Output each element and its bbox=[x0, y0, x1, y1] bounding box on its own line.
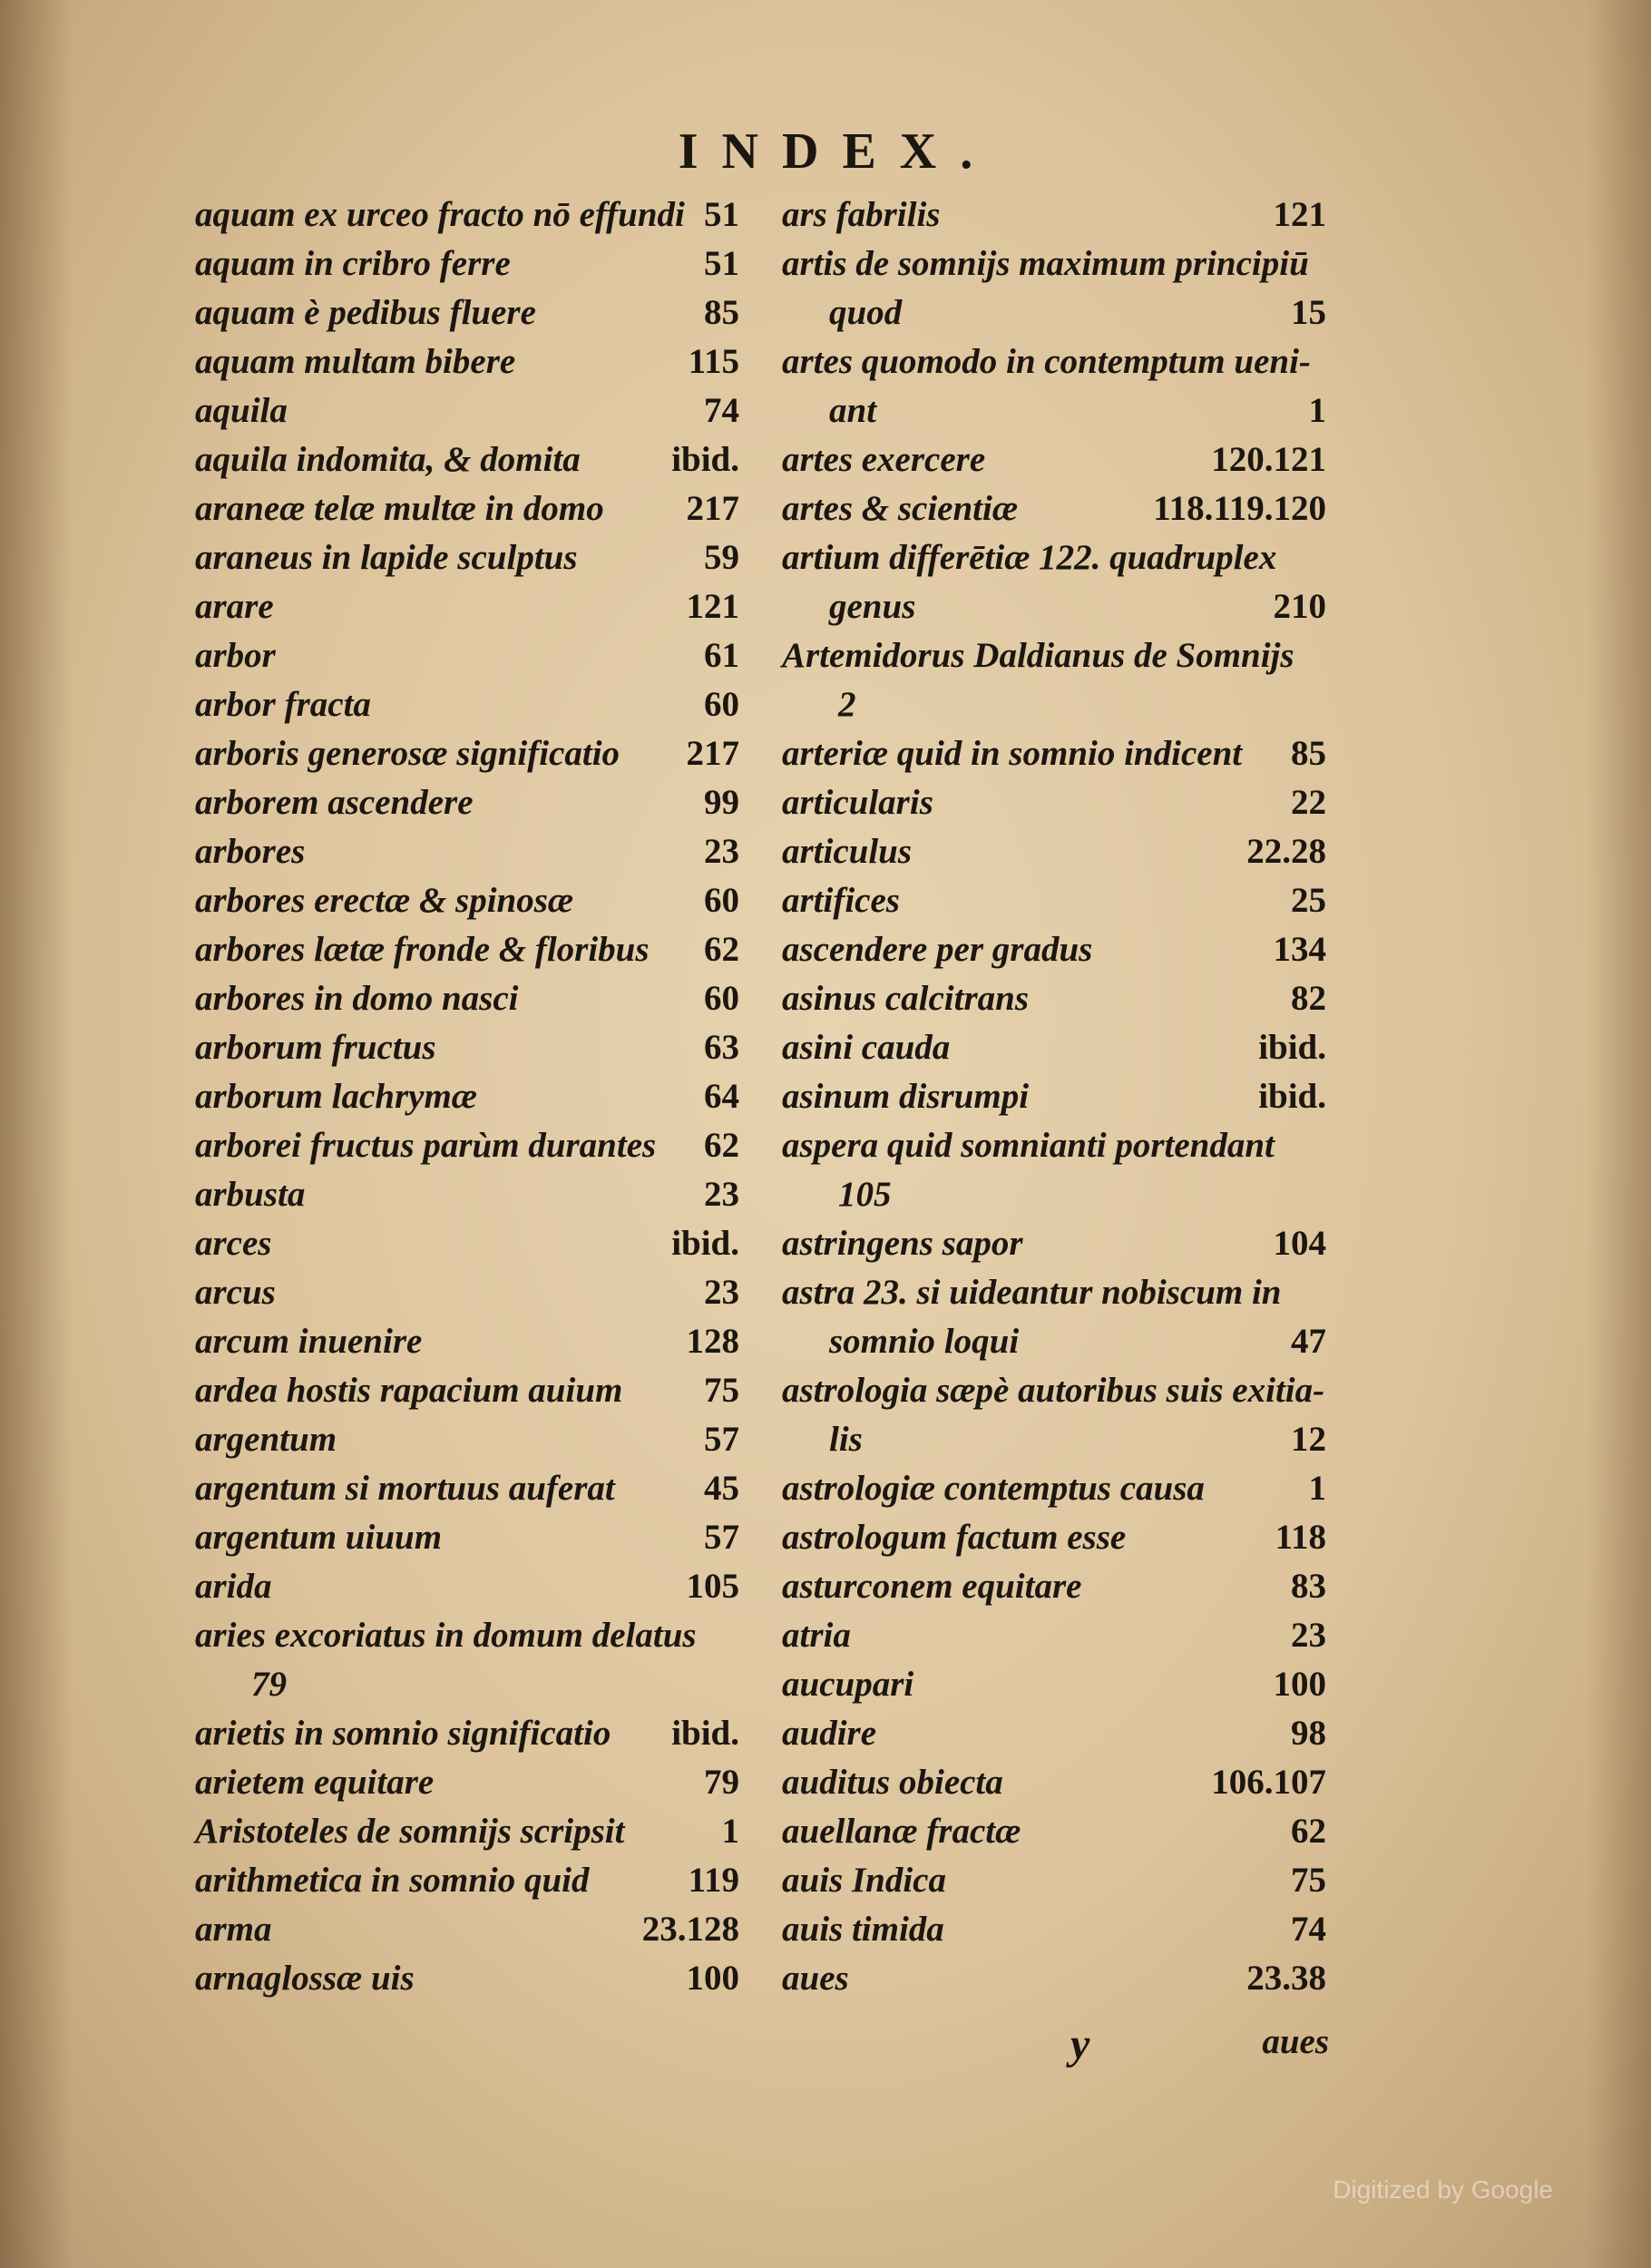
signature-mark: y bbox=[1070, 2020, 1090, 2068]
index-entry bbox=[782, 435, 1326, 484]
index-entry-term: auellanæ fractæ bbox=[782, 1812, 1021, 1851]
page-header: INDEX. bbox=[678, 123, 997, 180]
index-entry bbox=[782, 1660, 1326, 1709]
index-entry bbox=[782, 1562, 1326, 1611]
index-entry-term: artium differētiæ 122. quadruplex bbox=[782, 538, 1277, 577]
index-entry-page: ibid. bbox=[671, 440, 739, 479]
index-entry bbox=[195, 1611, 739, 1660]
index-entry-page: 23 bbox=[704, 832, 739, 871]
index-entry bbox=[782, 778, 1326, 827]
index-entry bbox=[195, 1268, 739, 1317]
index-entry bbox=[782, 925, 1326, 974]
index-entry bbox=[195, 1415, 739, 1464]
catchword: aues bbox=[1262, 2022, 1329, 2061]
index-entry bbox=[195, 386, 739, 435]
index-entry-term: auis timida bbox=[782, 1910, 944, 1949]
index-entry bbox=[782, 1709, 1326, 1758]
index-entry-page: 62 bbox=[704, 930, 739, 969]
index-entry-page: 210 bbox=[1273, 587, 1326, 626]
index-entry bbox=[782, 631, 1326, 680]
index-entry bbox=[195, 1121, 739, 1170]
index-entry-page: 47 bbox=[1291, 1322, 1326, 1361]
index-entry-page: 128 bbox=[686, 1322, 739, 1361]
index-entry-page: 61 bbox=[704, 636, 739, 675]
index-entry-page: 85 bbox=[1291, 734, 1326, 773]
page-edge-shadow-right bbox=[1588, 0, 1651, 2268]
index-entry bbox=[782, 1219, 1326, 1268]
index-entry-term: arietem equitare bbox=[195, 1763, 435, 1802]
index-entry-page: 23 bbox=[704, 1273, 739, 1312]
index-entry bbox=[195, 974, 739, 1023]
index-entry bbox=[195, 1709, 739, 1758]
index-entry bbox=[782, 729, 1326, 778]
index-entry bbox=[195, 288, 739, 337]
index-entry-term: argentum uiuum bbox=[195, 1518, 443, 1557]
index-entry-term: Aristoteles de somnijs scripsit bbox=[195, 1812, 625, 1851]
index-entry-page: 25 bbox=[1291, 881, 1326, 920]
index-entry bbox=[195, 680, 739, 729]
index-entry-term: arare bbox=[195, 587, 274, 626]
index-entry-term: ant bbox=[829, 391, 877, 430]
index-entry-term: asturconem equitare bbox=[782, 1567, 1082, 1606]
index-entry-page: 22.28 bbox=[1246, 832, 1326, 871]
index-entry-term: astra 23. si uideantur nobiscum in bbox=[782, 1273, 1282, 1312]
index-entry-page: 119 bbox=[688, 1861, 739, 1900]
index-entry-page: 118.119.120 bbox=[1153, 489, 1326, 528]
index-entry-page: 23 bbox=[704, 1175, 739, 1214]
index-entry-page: 85 bbox=[704, 293, 739, 332]
index-entry-page: 62 bbox=[704, 1126, 739, 1165]
index-entry-page: 121 bbox=[686, 587, 739, 626]
index-entry-page: 63 bbox=[704, 1028, 739, 1067]
index-entry-term: atria bbox=[782, 1616, 851, 1655]
index-entry-term: asini cauda bbox=[782, 1028, 951, 1067]
index-entry bbox=[195, 1856, 739, 1905]
index-entry-term: arbusta bbox=[195, 1175, 306, 1214]
index-entry bbox=[782, 827, 1326, 876]
index-entry-page: 118 bbox=[1275, 1518, 1326, 1557]
index-entry bbox=[782, 484, 1326, 533]
index-entry bbox=[782, 1513, 1326, 1562]
index-entry bbox=[195, 876, 739, 925]
index-entry bbox=[782, 582, 1326, 631]
index-entry bbox=[782, 680, 1326, 729]
index-entry bbox=[782, 386, 1326, 435]
index-entry-term: arboris generosæ significatio bbox=[195, 734, 620, 773]
index-entry-page: 75 bbox=[1291, 1861, 1326, 1900]
index-entry-page: 1 bbox=[1308, 391, 1326, 430]
index-entry-term: audire bbox=[782, 1714, 877, 1753]
index-entry-term: Artemidorus Daldianus de Somnijs bbox=[782, 636, 1294, 675]
index-entry-term: asinus calcitrans bbox=[782, 979, 1029, 1018]
index-entry-term: arnaglossæ uis bbox=[195, 1959, 415, 1998]
index-entry-term: astrologum factum esse bbox=[782, 1518, 1127, 1557]
index-entry-page: 59 bbox=[704, 538, 739, 577]
index-entry-term: argentum si mortuus auferat bbox=[195, 1469, 615, 1508]
index-entry bbox=[782, 1268, 1326, 1317]
index-entry-page: 60 bbox=[704, 979, 739, 1018]
index-entry-term: somnio loqui bbox=[829, 1322, 1020, 1361]
index-entry bbox=[195, 484, 739, 533]
index-entry-term: aquam in cribro ferre bbox=[195, 244, 511, 283]
index-entry-page: 57 bbox=[704, 1420, 739, 1459]
index-entry bbox=[195, 1954, 739, 2003]
index-entry-term: aquam multam bibere bbox=[195, 342, 516, 381]
index-entry-term: aquila indomita, & domita bbox=[195, 440, 581, 479]
index-entry-term: arbores in domo nasci bbox=[195, 979, 519, 1018]
index-entry-page: 45 bbox=[704, 1469, 739, 1508]
index-entry-term: arida bbox=[195, 1567, 272, 1606]
index-entry-page: 22 bbox=[1291, 783, 1326, 822]
index-entry bbox=[782, 1464, 1326, 1513]
index-entry-page: 23.128 bbox=[641, 1910, 739, 1949]
index-entry-term: arborum lachrymæ bbox=[195, 1077, 477, 1116]
index-entry bbox=[195, 1807, 739, 1856]
index-entry-page: 217 bbox=[686, 489, 739, 528]
index-entry-term: lis bbox=[829, 1420, 863, 1459]
index-entry-page: 100 bbox=[686, 1959, 739, 1998]
index-entry-page: ibid. bbox=[671, 1224, 739, 1263]
index-entry bbox=[195, 1513, 739, 1562]
index-entry bbox=[195, 1660, 739, 1709]
index-entry-term: artifices bbox=[782, 881, 900, 920]
index-entry bbox=[195, 1366, 739, 1415]
index-entry-term: arma bbox=[195, 1910, 272, 1949]
index-entry-term: arborum fructus bbox=[195, 1028, 436, 1067]
index-entry bbox=[195, 1758, 739, 1807]
index-entry-term: asinum disrumpi bbox=[782, 1077, 1030, 1116]
index-entry-term: arbor fracta bbox=[195, 685, 371, 724]
index-entry-term: articulus bbox=[782, 832, 913, 871]
index-entry-page: 1 bbox=[721, 1812, 739, 1851]
index-entry-term: ars fabrilis bbox=[782, 195, 941, 234]
index-entry-term: quod bbox=[829, 293, 903, 332]
index-entry bbox=[195, 533, 739, 582]
index-entry bbox=[195, 1317, 739, 1366]
index-entry-page: 23.38 bbox=[1246, 1959, 1326, 1998]
index-entry-page: 1 bbox=[1308, 1469, 1326, 1508]
index-entry bbox=[195, 1170, 739, 1219]
index-entry-page: ibid. bbox=[1258, 1077, 1326, 1116]
index-entry-page: 82 bbox=[1291, 979, 1326, 1018]
index-entry-term: arbor bbox=[195, 636, 276, 675]
index-entry bbox=[195, 582, 739, 631]
index-entry-page: 51 bbox=[704, 195, 739, 234]
index-entry-term: artes quomodo in contemptum ueni- bbox=[782, 342, 1311, 381]
index-entry-term: arbores erectæ & spinosæ bbox=[195, 881, 574, 920]
index-entry bbox=[782, 1170, 1326, 1219]
index-entry bbox=[782, 1121, 1326, 1170]
index-entry bbox=[782, 191, 1326, 240]
index-entry-page: ibid. bbox=[1258, 1028, 1326, 1067]
index-entry bbox=[195, 729, 739, 778]
index-entry-term: araneæ telæ multæ in domo bbox=[195, 489, 604, 528]
index-entry-term: arteriæ quid in somnio indicent bbox=[782, 734, 1243, 773]
index-entry-page: 99 bbox=[704, 783, 739, 822]
index-entry-term: arces bbox=[195, 1224, 272, 1263]
index-entry-term: astrologia sæpè autoribus suis exitia- bbox=[782, 1371, 1325, 1410]
index-entry-term: artes exercere bbox=[782, 440, 986, 479]
index-entry-page: 74 bbox=[1291, 1910, 1326, 1949]
index-entry-page: 98 bbox=[1291, 1714, 1326, 1753]
index-entry bbox=[195, 1905, 739, 1954]
index-entry bbox=[782, 1905, 1326, 1954]
index-entry bbox=[782, 876, 1326, 925]
index-entry-page: 134 bbox=[1273, 930, 1326, 969]
index-entry bbox=[195, 1219, 739, 1268]
index-entry-term: 2 bbox=[838, 685, 856, 724]
index-entry-term: auis Indica bbox=[782, 1861, 946, 1900]
index-entry-page: 115 bbox=[688, 342, 739, 381]
index-entry-page: 64 bbox=[704, 1077, 739, 1116]
index-entry bbox=[195, 631, 739, 680]
index-entry-page: 106.107 bbox=[1211, 1763, 1326, 1802]
index-entry-page: 12 bbox=[1291, 1420, 1326, 1459]
index-entry bbox=[782, 240, 1326, 288]
index-entry-term: arietis in somnio significatio bbox=[195, 1714, 611, 1753]
index-entry-term: ardea hostis rapacium auium bbox=[195, 1371, 623, 1410]
index-entry bbox=[195, 778, 739, 827]
index-entry bbox=[782, 337, 1326, 386]
index-entry-term: arcum inuenire bbox=[195, 1322, 423, 1361]
index-entry-term: arbores lætæ fronde & floribus bbox=[195, 930, 650, 969]
index-entry-term: arithmetica in somnio quid bbox=[195, 1861, 590, 1900]
index-entry-page: 121 bbox=[1273, 195, 1326, 234]
index-entry-page: 57 bbox=[704, 1518, 739, 1557]
index-entry bbox=[195, 435, 739, 484]
index-entry bbox=[782, 533, 1326, 582]
index-column-left bbox=[195, 191, 739, 2003]
index-entry-term: artis de somnijs maximum principiū bbox=[782, 244, 1309, 283]
index-entry-term: astrologiæ contemptus causa bbox=[782, 1469, 1205, 1508]
index-entry-term: arcus bbox=[195, 1273, 276, 1312]
index-entry-term: argentum bbox=[195, 1420, 337, 1459]
index-entry-page: 217 bbox=[686, 734, 739, 773]
index-entry-term: astringens sapor bbox=[782, 1224, 1023, 1263]
index-entry-term: artes & scientiæ bbox=[782, 489, 1018, 528]
index-entry bbox=[782, 1072, 1326, 1121]
index-entry bbox=[782, 1317, 1326, 1366]
index-entry-term: aquam ex urceo fracto nō effundi bbox=[195, 195, 685, 234]
index-entry bbox=[195, 1562, 739, 1611]
index-entry-page: ibid. bbox=[671, 1714, 739, 1753]
index-entry-term: aries excoriatus in domum delatus bbox=[195, 1616, 697, 1655]
index-entry bbox=[782, 1758, 1326, 1807]
index-entry bbox=[782, 288, 1326, 337]
index-entry-page: 75 bbox=[704, 1371, 739, 1410]
index-entry-term: 105 bbox=[838, 1175, 892, 1214]
index-entry-term: arborem ascendere bbox=[195, 783, 474, 822]
index-entry bbox=[195, 1464, 739, 1513]
index-entry bbox=[782, 1415, 1326, 1464]
index-entry-page: 23 bbox=[1291, 1616, 1326, 1655]
index-entry-page: 83 bbox=[1291, 1567, 1326, 1606]
index-entry-term: araneus in lapide sculptus bbox=[195, 538, 578, 577]
index-entry bbox=[195, 191, 739, 240]
index-entry-page: 120.121 bbox=[1211, 440, 1326, 479]
index-entry bbox=[195, 925, 739, 974]
index-entry-page: 60 bbox=[704, 881, 739, 920]
index-entry bbox=[782, 1856, 1326, 1905]
index-entry-page: 51 bbox=[704, 244, 739, 283]
index-entry-term: aquila bbox=[195, 391, 288, 430]
index-entry-term: genus bbox=[829, 587, 916, 626]
index-entry-term: aquam è pedibus fluere bbox=[195, 293, 536, 332]
index-entry bbox=[195, 337, 739, 386]
index-entry-term: ascendere per gradus bbox=[782, 930, 1093, 969]
index-entry-term: aucupari bbox=[782, 1665, 914, 1704]
index-entry bbox=[782, 1611, 1326, 1660]
index-entry-page: 60 bbox=[704, 685, 739, 724]
index-column-right bbox=[782, 191, 1326, 2003]
index-entry-term: arbores bbox=[195, 832, 306, 871]
index-entry-term: articularis bbox=[782, 783, 933, 822]
index-entry-page: 104 bbox=[1273, 1224, 1326, 1263]
index-entry bbox=[195, 240, 739, 288]
index-entry bbox=[195, 1023, 739, 1072]
index-entry bbox=[782, 974, 1326, 1023]
index-entry-page: 79 bbox=[704, 1763, 739, 1802]
index-entry-term: 79 bbox=[251, 1665, 287, 1704]
index-entry-term: aspera quid somnianti portendant bbox=[782, 1126, 1275, 1165]
index-entry-term: aues bbox=[782, 1959, 849, 1998]
index-entry bbox=[782, 1807, 1326, 1856]
index-entry-term: auditus obiecta bbox=[782, 1763, 1003, 1802]
index-entry bbox=[195, 1072, 739, 1121]
index-entry-page: 105 bbox=[686, 1567, 739, 1606]
index-entry-page: 100 bbox=[1273, 1665, 1326, 1704]
index-entry bbox=[782, 1954, 1326, 2003]
index-entry bbox=[195, 827, 739, 876]
index-entry bbox=[782, 1366, 1326, 1415]
index-entry bbox=[782, 1023, 1326, 1072]
digitization-watermark: Digitized by Google bbox=[1333, 2175, 1553, 2204]
index-entry-term: arborei fructus parùm durantes bbox=[195, 1126, 657, 1165]
index-entry-page: 15 bbox=[1291, 293, 1326, 332]
index-entry-page: 62 bbox=[1291, 1812, 1326, 1851]
page-edge-shadow-left bbox=[0, 0, 73, 2268]
index-entry-page: 74 bbox=[704, 391, 739, 430]
